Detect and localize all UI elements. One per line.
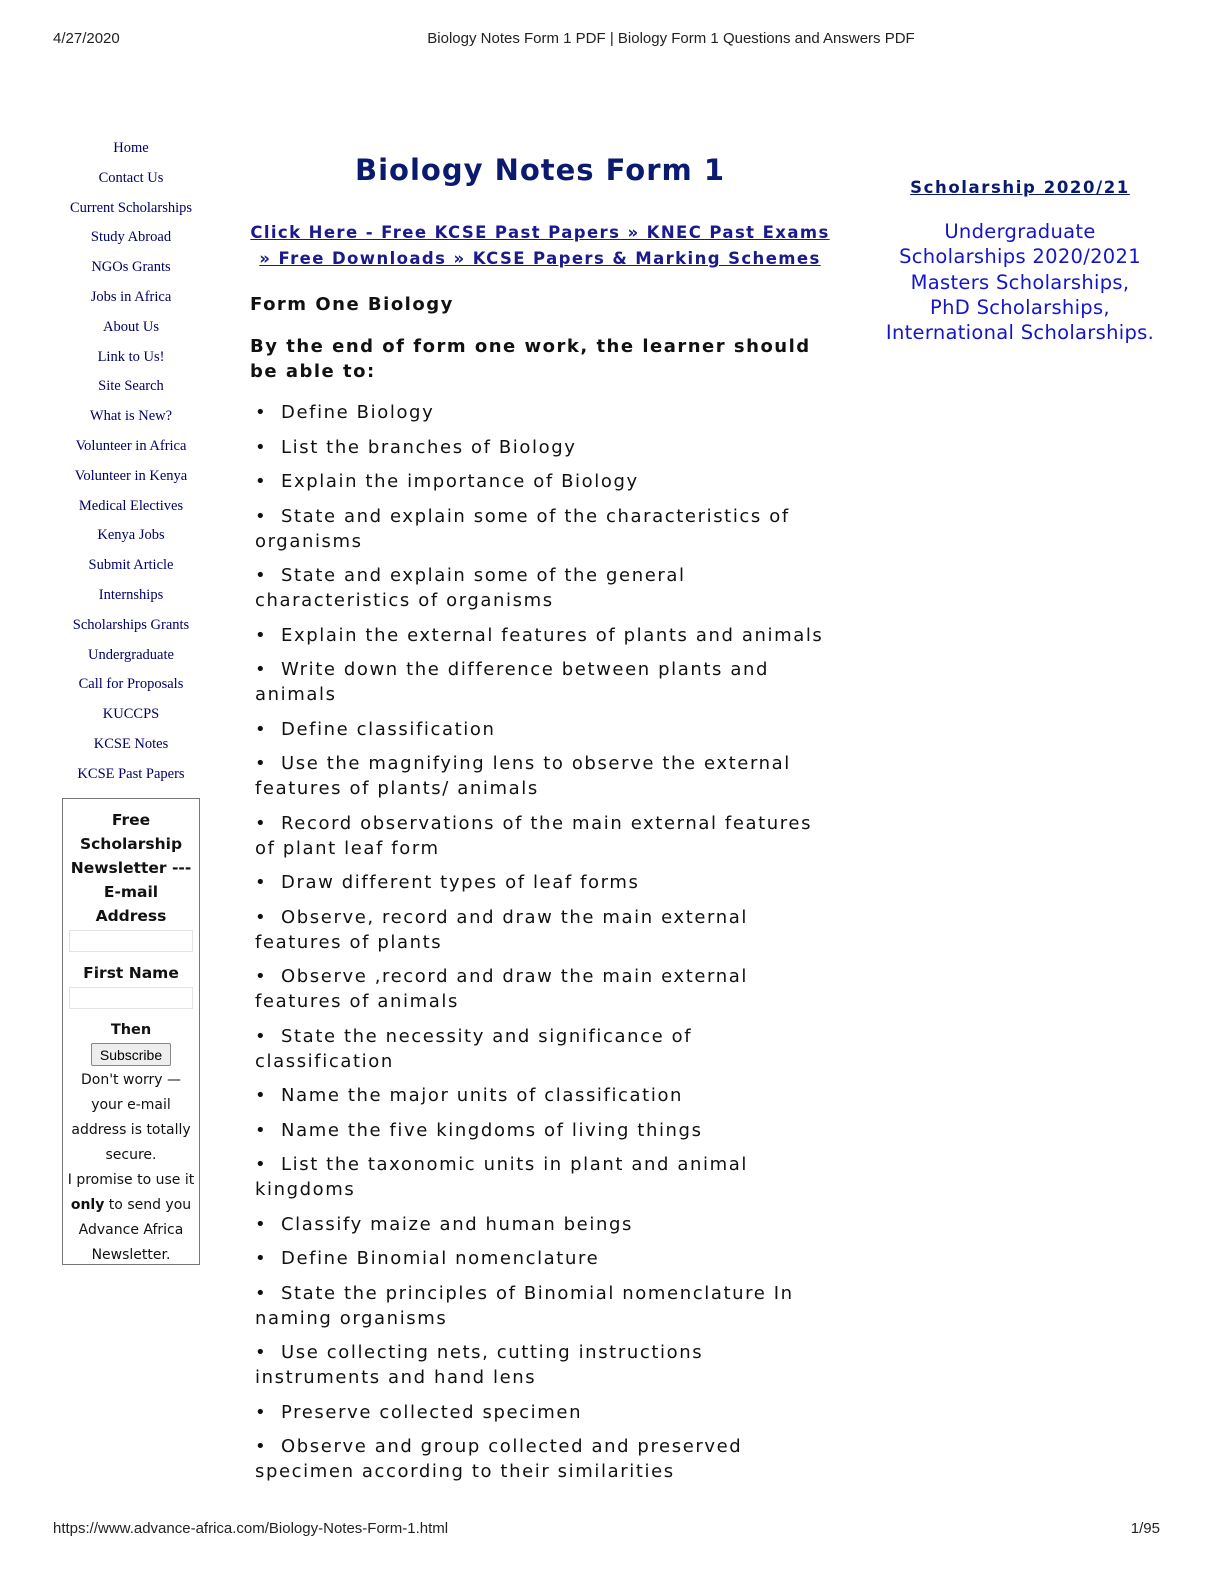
objective-text: Observe, record and draw the main external <box>281 906 748 928</box>
bullet-icon: • <box>255 1085 268 1106</box>
nav-item[interactable]: NGOs Grants <box>91 259 171 276</box>
objective-text: kingdoms <box>255 1179 356 1200</box>
newsletter-note: Don't worry — your e-mail address is totally secure. I promise to use it only to send you Advance Africa Newsletter. <box>67 1072 195 1263</box>
print-page-number: 1/95 <box>1130 1520 1160 1537</box>
objective-text: Preserve collected specimen <box>281 1401 583 1423</box>
objective-text: Classify maize and human beings <box>281 1213 633 1235</box>
objective-item <box>250 1434 830 1484</box>
bullet-icon: • <box>255 1213 268 1235</box>
objective-text: State and explain some of the general <box>281 565 686 586</box>
bullet-icon: • <box>255 1436 268 1457</box>
main-content <box>250 148 830 1494</box>
objective-item <box>250 1024 830 1074</box>
bullet-icon: • <box>255 1154 268 1175</box>
email-field[interactable] <box>69 930 193 952</box>
bullet-icon: • <box>255 471 268 492</box>
bullet-icon: • <box>255 718 268 740</box>
nav-item[interactable]: Medical Electives <box>78 497 184 514</box>
objective-text: features of animals <box>255 991 459 1012</box>
nav-item[interactable]: Scholarships Grants <box>72 616 190 633</box>
objective-item <box>250 1152 830 1202</box>
objective-item <box>250 657 830 707</box>
objective-text: organisms <box>255 530 363 552</box>
objective-text: animals <box>255 684 337 705</box>
objective-item <box>250 1246 830 1271</box>
objective-item <box>250 623 830 648</box>
objective-text: features of plants/ animals <box>255 778 539 799</box>
nav-item[interactable]: Undergraduate <box>88 646 174 663</box>
objective-item <box>250 811 830 861</box>
objective-text: Use the magnifying lens to observe the external <box>281 753 791 774</box>
nav-item[interactable]: Home <box>113 140 149 156</box>
objective-item <box>250 504 830 554</box>
objective-text: Explain the importance of Biology <box>281 471 639 492</box>
nav-item[interactable]: About Us <box>103 318 159 335</box>
page-title: Biology Notes Form 1 <box>354 153 726 187</box>
scholarship-link-line: Masters Scholarships, <box>910 270 1130 294</box>
bullet-icon: • <box>255 1025 268 1047</box>
objectives-list <box>250 400 830 1484</box>
objective-item <box>250 1118 830 1143</box>
objective-item <box>250 1212 830 1237</box>
objective-text: naming organisms <box>255 1307 448 1329</box>
nav-item[interactable]: Link to Us! <box>97 348 165 365</box>
nav-item[interactable]: Volunteer in Kenya <box>74 467 188 484</box>
objective-text: instruments and hand lens <box>255 1367 537 1388</box>
objective-item <box>250 469 830 494</box>
objective-text: List the branches of Biology <box>281 436 577 458</box>
objective-item <box>250 905 830 955</box>
bullet-icon: • <box>255 753 268 774</box>
objective-text: Record observations of the main external features <box>281 812 813 834</box>
nav-item[interactable]: Volunteer in Africa <box>75 437 187 454</box>
bullet-icon: • <box>255 659 268 680</box>
objective-text: classification <box>255 1050 394 1072</box>
objective-text: Define Biology <box>281 402 435 423</box>
first-name-field[interactable] <box>69 987 193 1009</box>
print-url: https://www.advance-africa.com/Biology-Notes-Form-1.html <box>53 1520 449 1537</box>
scholarship-heading-link[interactable]: Scholarship 2020/21 <box>910 178 1130 197</box>
objective-text: State and explain some of the characteristics of <box>281 505 790 527</box>
print-date: 4/27/2020 <box>53 30 120 47</box>
objective-text: Define Binomial nomenclature <box>281 1248 600 1269</box>
objective-text: Name the five kingdoms of living things <box>281 1119 703 1141</box>
bullet-icon: • <box>255 1119 268 1141</box>
bullet-icon: • <box>255 966 268 987</box>
objective-text: Use collecting nets, cutting instructions <box>281 1342 704 1363</box>
nav-item[interactable]: Current Scholarships <box>69 199 193 216</box>
objective-text: characteristics of organisms <box>255 590 554 611</box>
section-heading: Form One Biology <box>250 294 454 315</box>
bullet-icon: • <box>255 1248 268 1269</box>
note-emphasis: only <box>70 1197 105 1213</box>
nav-item[interactable]: KCSE Past Papers <box>77 765 185 782</box>
then-label: Then <box>110 1022 152 1038</box>
objective-item <box>250 717 830 742</box>
first-name-label: First Name <box>83 964 179 982</box>
bullet-icon: • <box>255 402 268 423</box>
scholarship-link-line: Undergraduate <box>944 220 1096 243</box>
nav-item[interactable]: Jobs in Africa <box>90 288 172 305</box>
newsletter-form <box>62 798 200 1265</box>
nav-item[interactable]: Contact Us <box>98 169 164 186</box>
kcse-past-papers-link[interactable]: Click Here - Free KCSE Past Papers » KNEC Past Exams » Free Downloads » KCSE Papers & Marking Schemes <box>250 223 830 268</box>
scholarship-link-line: International Scholarships. <box>885 321 1155 345</box>
scholarships-link[interactable] <box>882 219 1158 345</box>
newsletter-title: Free Scholarship Newsletter --- E-mail Address <box>70 811 192 925</box>
objective-item <box>250 435 830 460</box>
objective-text: specimen according to their similarities <box>255 1461 675 1482</box>
objective-text: Draw different types of leaf forms <box>281 872 640 893</box>
objective-text: of plant leaf form <box>255 837 440 859</box>
nav-item[interactable]: Study Abroad <box>90 229 172 246</box>
objective-text: List the taxonomic units in plant and animal <box>281 1154 748 1175</box>
objective-text: Write down the difference between plants and <box>281 659 769 680</box>
subscribe-button[interactable]: Subscribe <box>91 1043 171 1066</box>
objective-text: State the necessity and significance of <box>281 1025 693 1047</box>
bullet-icon: • <box>255 1342 268 1363</box>
bullet-icon: • <box>255 1401 268 1423</box>
objective-item <box>250 964 830 1014</box>
nav-item[interactable]: Site Search <box>98 378 164 395</box>
bullet-icon: • <box>255 436 268 458</box>
objective-item <box>250 400 830 425</box>
nav-item[interactable]: Call for Proposals <box>78 676 184 693</box>
objective-text: Explain the external features of plants and animals <box>281 624 824 646</box>
nav-item[interactable]: Internships <box>98 586 164 603</box>
nav-item[interactable]: KUCCPS <box>102 706 160 723</box>
nav-item[interactable]: Kenya Jobs <box>97 527 165 544</box>
objective-item <box>250 1083 830 1108</box>
objective-item <box>250 870 830 895</box>
nav-item[interactable]: What is New? <box>89 408 173 425</box>
objective-item <box>250 1340 830 1390</box>
nav-item[interactable]: Submit Article <box>88 557 174 574</box>
objective-text: Define classification <box>281 718 496 740</box>
bullet-icon: • <box>255 906 268 928</box>
bullet-icon: • <box>255 624 268 646</box>
bullet-icon: • <box>255 872 268 893</box>
objective-item <box>250 1281 830 1331</box>
left-nav <box>55 138 207 794</box>
bullet-icon: • <box>255 1282 268 1304</box>
objective-item <box>250 751 830 801</box>
scholarship-link-line: PhD Scholarships, <box>930 295 1110 319</box>
objective-text: Name the major units of classification <box>281 1085 684 1106</box>
nav-item[interactable]: KCSE Notes <box>93 735 169 752</box>
bullet-icon: • <box>255 812 268 834</box>
objective-item <box>250 563 830 613</box>
print-title: Biology Notes Form 1 PDF | Biology Form 1 Questions and Answers PDF <box>427 30 915 47</box>
objective-text: features of plants <box>255 931 443 953</box>
objective-text: State the principles of Binomial nomenclature In <box>281 1282 794 1304</box>
objective-text: Observe and group collected and preserved <box>281 1436 743 1457</box>
bullet-icon: • <box>255 505 268 527</box>
right-sidebar <box>882 178 1158 345</box>
intro-text: By the end of form one work, the learner should be able to: <box>250 336 811 382</box>
objective-text: Observe ,record and draw the main external <box>281 966 748 987</box>
scholarship-link-line: Scholarships 2020/2021 <box>899 245 1141 269</box>
bullet-icon: • <box>255 565 268 586</box>
objective-item <box>250 1400 830 1425</box>
